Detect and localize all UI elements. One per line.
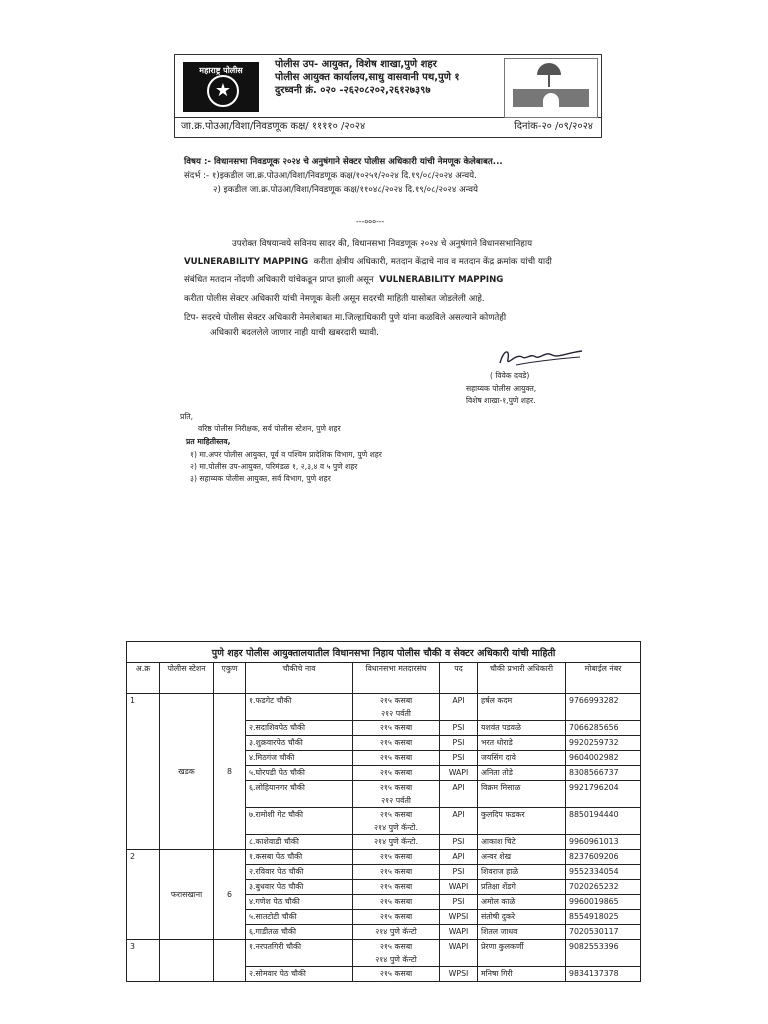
officer-cell: भरत धोराडे xyxy=(478,736,566,751)
post-cell: API xyxy=(440,808,478,835)
constituency-cell: २१५ कसबा xyxy=(353,967,440,982)
building-logo xyxy=(504,58,598,118)
group-total: 8 xyxy=(214,694,246,850)
letterhead-line1: पोलीस उप- आयुक्त, विशेष शाखा,पुणे शहर xyxy=(275,59,437,70)
post-cell: WAPI xyxy=(440,880,478,895)
chowki-cell: २.सदाशिवपेठ चौकी xyxy=(246,721,353,736)
separator: ---०००--- xyxy=(356,217,385,226)
tip-line-2: अधिकारी बदललेले जाणार नाही याची खबरदारी घ्यावी. xyxy=(210,328,379,338)
officer-cell: प्रतिक्षा शेंडगे xyxy=(478,880,566,895)
mobile-cell: 8850194440 xyxy=(566,808,641,835)
constituency-cell: २१५ कसबा २१४ पुणे कॅन्टो xyxy=(353,940,440,967)
subject-line: विषय :- विधानसभा निवडणूक २०२४ चे अनुषंगाने सेक्टर पोलीस अधिकारी यांची नेमणूक केलेबाबत... xyxy=(184,157,503,167)
group-station xyxy=(160,940,214,982)
chowki-cell: ५.घोरपडी पेठ चौकी xyxy=(246,766,353,781)
emblem-text: महाराष्ट्र पोलीस xyxy=(199,66,243,75)
col-header-constituency: विधानसभा मतदारसंघ xyxy=(353,663,440,694)
col-header-station: पोलीस स्टेशन xyxy=(160,663,214,694)
mobile-cell: 9604002982 xyxy=(566,751,641,766)
body-line-2-text: करीता क्षेत्रीय अधिकारी, मतदान केंद्राचे नाव व मतदान केंद्र क्रमांक यांची यादी xyxy=(313,257,552,267)
handwritten-signature xyxy=(496,345,586,369)
officer-cell: अन्वर शेख xyxy=(478,850,566,865)
post-cell: WAPI xyxy=(440,925,478,940)
group-sr: 2 xyxy=(127,850,160,940)
letterhead-line3: दुरध्वनी क्रं. ०२० -२६२०८२०२,२६१२७३९७ xyxy=(275,85,431,96)
mobile-cell: 7020530117 xyxy=(566,925,641,940)
police-emblem-logo xyxy=(183,62,259,112)
chowki-cell: १.कसबा पेठ चौकी xyxy=(246,850,353,865)
post-cell: PSI xyxy=(440,736,478,751)
chowki-cell: ७.रामोशी गेट चौकी xyxy=(246,808,353,835)
distribution-to: वरिष्ठ पोलीस निरीक्षक, सर्व पोलीस स्टेशन, पुणे शहर xyxy=(198,424,341,433)
signatory-office: विशेष शाखा-१,पुणे शहर. xyxy=(466,396,536,405)
mobile-cell: 9921796204 xyxy=(566,781,641,808)
officer-cell: विक्रम मिसाळ xyxy=(478,781,566,808)
copy-item-3: ३) सहाय्यक पोलीस आयुक्त, सर्व विभाग, पुणे शहर xyxy=(190,474,331,483)
mobile-cell: 7020265232 xyxy=(566,880,641,895)
chowki-cell: २.रविवार पेठ चौकी xyxy=(246,865,353,880)
mobile-cell: 9834137378 xyxy=(566,967,641,982)
constituency-cell: २१४ पुणे कॅन्टो xyxy=(353,925,440,940)
post-cell: PSI xyxy=(440,895,478,910)
constituency-cell: २१५ कसबा xyxy=(353,895,440,910)
mobile-cell: 9082553396 xyxy=(566,940,641,967)
chowki-cell: १.नरपतगिरी चौकी xyxy=(246,940,353,967)
chowki-cell: ६.गाडीतळ चौकी xyxy=(246,925,353,940)
col-header-mobile: मोबाईल नंबर xyxy=(566,663,641,694)
group-station: खडक xyxy=(160,694,214,850)
reference-line-2: २) इकडील जा.क्र.पोउआ/विशा/निवडणूक कक्ष/११०४८/२०२४ दि.१९/०८/२०२४ अन्वये xyxy=(213,185,478,195)
officer-cell: शिवराज हाळे xyxy=(478,865,566,880)
signatory-designation: सहाय्यक पोलीस आयुक्त, xyxy=(466,384,537,393)
officer-cell: अमोल काळे xyxy=(478,895,566,910)
officer-cell: जयसिंग दावे xyxy=(478,751,566,766)
letterhead-line2: पोलीस आयुक्त कार्यालय,साधु वासवानी पथ,पुणे १ xyxy=(275,72,460,83)
col-header-total: एकुण xyxy=(214,663,246,694)
chowki-cell: ५.सातटोटी चौकी xyxy=(246,910,353,925)
copy-heading: प्रत माहितीस्तव, xyxy=(186,437,231,446)
constituency-cell: २१५ कसबा xyxy=(353,865,440,880)
chowki-cell: २.सोमवार पेठ चौकी xyxy=(246,967,353,982)
constituency-cell: २१५ कसबा xyxy=(353,880,440,895)
body-line-2 xyxy=(184,257,552,268)
officer-cell: हर्षल कदम xyxy=(478,694,566,721)
post-cell: WPSI xyxy=(440,967,478,982)
body-line-3-text: संबंधित मतदान नोंदणी अधिकारी यांचेकडून प्राप्त झाली असून xyxy=(184,275,374,285)
chowki-cell: ४.गणेश पेठ चौकी xyxy=(246,895,353,910)
col-header-chowki: चौकीचे नाव xyxy=(246,663,353,694)
signatory-name: ( विवेक दवडे) xyxy=(490,371,530,380)
group-total xyxy=(214,940,246,982)
body-line-1: उपरोक्त विषयान्वये सविनय सादर की, विधानसभा निवडणूक २०२४ चे अनुषंगाने विधानसभानिहाय xyxy=(232,239,533,249)
table-title: पुणे शहर पोलीस आयुक्तालयातील विधानसभा निहाय पोलीस चौकी व सेक्टर अधिकारी यांची माहिती xyxy=(127,642,641,663)
constituency-cell: २१५ कसबा xyxy=(353,721,440,736)
body-line-4: करीता पोलीस सेक्टर अधिकारी यांची नेमणूक केली असून सदरची माहिती यासोबत जोडलेली आहे. xyxy=(184,294,485,304)
col-header-sr: अ.क्र xyxy=(127,663,160,694)
mobile-cell: 9960019865 xyxy=(566,895,641,910)
officer-cell: संतोषी दुकरे xyxy=(478,910,566,925)
vulnerability-mapping-bold: VULNERABILITY MAPPING xyxy=(184,257,309,267)
reference-line-1: संदर्भ :- १)इकडील जा.क्र.पोउआ/विशा/निवडणूक कक्ष/१०२५१/२०२४ दि.१९/०८/२०२४ अन्वये. xyxy=(184,171,477,181)
mobile-cell: 7066285656 xyxy=(566,721,641,736)
group-sr: 1 xyxy=(127,694,160,850)
body-line-3 xyxy=(184,275,503,286)
officer-cell: कुलदिप फडकर xyxy=(478,808,566,835)
mobile-cell: 8308566737 xyxy=(566,766,641,781)
building-icon xyxy=(513,89,589,107)
letterhead-address xyxy=(275,58,505,97)
chowki-cell: १.फडगेट चौकी xyxy=(246,694,353,721)
group-sr: 3 xyxy=(127,940,160,982)
copy-item-2: २) मा.पोलीस उप-आयुक्त, परिमंडळ १, २,३,४ व ५ पुणे शहर xyxy=(190,462,358,471)
reference-strip xyxy=(174,118,602,138)
constituency-cell: २१५ कसबा xyxy=(353,850,440,865)
officer-cell: अनिता तोडे xyxy=(478,766,566,781)
mobile-cell: 9766993282 xyxy=(566,694,641,721)
mobile-cell: 8237609206 xyxy=(566,850,641,865)
group-station: फरासखाना xyxy=(160,850,214,940)
post-cell: WAPI xyxy=(440,940,478,967)
post-cell: PSI xyxy=(440,835,478,850)
constituency-cell: २१४ पुणे कॅन्टो. xyxy=(353,835,440,850)
post-cell: PSI xyxy=(440,751,478,766)
chowki-cell: ८.काशेवाडी चौकी xyxy=(246,835,353,850)
vulnerability-mapping-bold-2: VULNERABILITY MAPPING xyxy=(379,275,504,285)
constituency-cell: २१५ कसबा xyxy=(353,766,440,781)
constituency-cell: २१५ कसबा २१२ पर्वती xyxy=(353,694,440,721)
tip-line-1: टिप- सदरचे पोलीस सेक्टर अधिकारी नेमलेबाबत मा.जिल्हाधिकारी पुणे यांना कळविले असल्याने कोणतेही xyxy=(184,313,507,323)
post-cell: WPSI xyxy=(440,910,478,925)
post-cell: API xyxy=(440,694,478,721)
constituency-cell: २१५ कसबा xyxy=(353,736,440,751)
reference-number: जा.क्र.पोउआ/विशा/निवडणूक कक्ष/ ११११० /२०२४ xyxy=(181,121,366,132)
mobile-cell: 9552334054 xyxy=(566,865,641,880)
constituency-cell: २१५ कसबा २१२ पर्वती xyxy=(353,781,440,808)
post-cell: PSI xyxy=(440,721,478,736)
chowki-cell: ४.मिठगंज चौकी xyxy=(246,751,353,766)
post-cell: API xyxy=(440,850,478,865)
copy-item-1: १) मा.अपर पोलीस आयुक्त, पूर्व व पश्चिम प्रादेशिक विभाग, पुणे शहर xyxy=(190,450,382,459)
letter-date: दिनांक-२० /०९/२०२४ xyxy=(514,121,593,132)
constituency-cell: २१५ कसबा २१४ पुणे कॅन्टो. xyxy=(353,808,440,835)
constituency-cell: २१५ कसबा xyxy=(353,751,440,766)
mobile-cell: 9960961013 xyxy=(566,835,641,850)
chowki-cell: ६.लोहियानगर चौकी xyxy=(246,781,353,808)
officer-cell: आकाश चिटे xyxy=(478,835,566,850)
post-cell: WAPI xyxy=(440,766,478,781)
col-header-officer: चौकी प्रभारी अधिकारी xyxy=(478,663,566,694)
officer-cell: प्रेरणा कुलकर्णी xyxy=(478,940,566,967)
officer-cell: यशवंत पडवळे xyxy=(478,721,566,736)
mobile-cell: 8554918025 xyxy=(566,910,641,925)
letterhead xyxy=(174,54,602,118)
constituency-cell: २१५ कसबा xyxy=(353,910,440,925)
group-total: 6 xyxy=(214,850,246,940)
sector-officer-table xyxy=(126,641,641,982)
distribution-prati: प्रति, xyxy=(180,412,194,421)
chowki-cell: ३.शुक्रवारपेठ चौकी xyxy=(246,736,353,751)
officer-cell: शितल जाधव xyxy=(478,925,566,940)
mobile-cell: 9920259732 xyxy=(566,736,641,751)
col-header-post: पद xyxy=(440,663,478,694)
post-cell: API xyxy=(440,781,478,808)
officer-cell: मनिषा गिरी xyxy=(478,967,566,982)
post-cell: PSI xyxy=(440,865,478,880)
star-icon: ★ xyxy=(207,75,239,107)
chowki-cell: ३.बुधवार पेठ चौकी xyxy=(246,880,353,895)
